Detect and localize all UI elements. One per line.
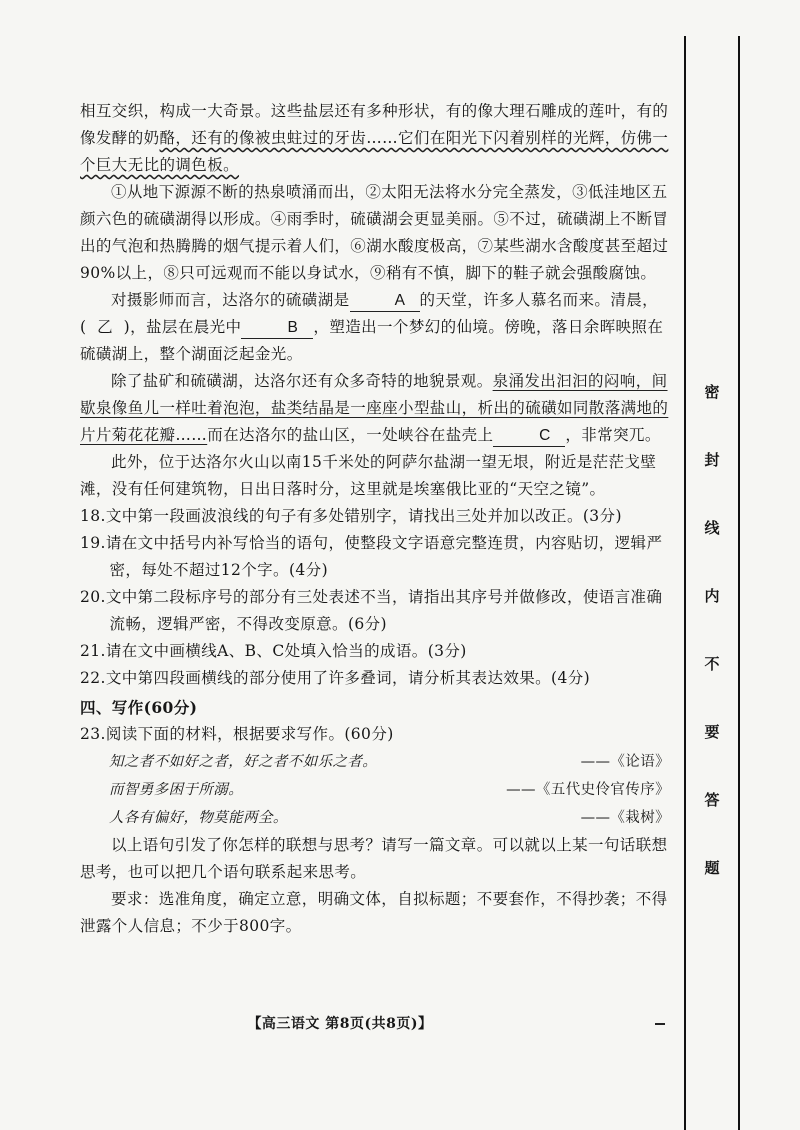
paragraph-4 <box>80 368 670 449</box>
paragraph-4-text-1: 除了盐矿和硫磺湖，达洛尔还有众多奇特的地貌景观。 <box>111 372 493 390</box>
passage-and-questions <box>80 98 670 940</box>
binding-char-4: 内 <box>704 587 720 605</box>
paren-yi: 乙 <box>97 318 114 336</box>
paragraph-3 <box>80 287 670 368</box>
paragraph-3-text-4: ，塑造出一个梦幻的仙境。傍晚，落日余晖映照在硫磺湖上，整个湖面泛起金光。 <box>80 318 664 363</box>
paragraph-5: 此外，位于达洛尔火山以南15千米处的阿萨尔盐湖一望无垠，附近是茫茫戈壁滩，没有任何建筑物，日出日落时分，这里就是埃塞俄比亚的“天空之镜”。 <box>80 453 657 498</box>
paragraph-4-text-3: ，非常突兀。 <box>565 426 661 444</box>
quote-1 <box>80 748 670 776</box>
paragraph-4-underlined: 泉涌发出汩汩的闷响，间歇泉像鱼儿一样吐着泡泡，盐类结晶是一座座小型盐山，析出的硫磺如同散落满地的片片菊花花瓣…… <box>80 372 669 444</box>
paragraph-3-text-3: )，盐层在晨光中 <box>123 318 242 336</box>
paragraph-1-line-1: 相互交织，构成一大奇景。这些盐层还有多种形状，有的像大理石雕成的莲叶，有的像发酵的奶 <box>80 102 669 147</box>
paragraph-1 <box>80 98 670 179</box>
writing-instruction: 以上语句引发了你怎样的联想与思考？请写一篇文章。可以就以上某一句话联想思考，也可以把几个语句联系起来思考。 <box>80 836 668 881</box>
binding-warning <box>686 381 738 878</box>
writing-section-title: 四、写作(60分) <box>80 698 198 717</box>
quote-3-text: 人各有偏好，物莫能两全。 <box>109 810 288 826</box>
blank-b: B <box>241 318 313 339</box>
quote-2 <box>80 776 670 804</box>
paragraph-3-text-2: 的天堂，许多人慕名而来。清晨，( <box>80 291 659 336</box>
question-21: 21.请在文中画横线A、B、C处填入恰当的成语。(3分) <box>80 642 467 660</box>
binding-char-2: 封 <box>704 451 720 469</box>
quote-3-source: ——《栽树》 <box>580 810 670 826</box>
quote-1-source: ——《论语》 <box>580 754 670 770</box>
writing-requirements: 要求：选准角度，确定立意，明确文体，自拟标题；不要套作，不得抄袭；不得泄露个人信息；不少于800字。 <box>80 890 668 935</box>
binding-line-strip <box>684 36 740 1130</box>
question-23: 23.阅读下面的材料，根据要求写作。(60分) <box>80 725 394 743</box>
blank-a: A <box>350 291 420 312</box>
paragraph-3-text-1: 对摄影师而言，达洛尔的硫磺湖是 <box>111 291 350 309</box>
binding-char-1: 密 <box>704 383 720 401</box>
question-20: 20.文中第二段标序号的部分有三处表述不当，请指出其序号并做修改，使语言准确流畅，逻辑严密，不得改变原意。(6分) <box>80 588 663 633</box>
question-19: 19.请在文中括号内补写恰当的语句，使整段文字语意完整连贯，内容贴切，逻辑严密，每处不超过12个字。(4分) <box>80 534 663 579</box>
page-footer: 【高三语文 第8页(共8页)】 <box>247 1016 433 1032</box>
binding-char-5: 不 <box>704 655 720 673</box>
quote-2-source: ——《五代史伶官传序》 <box>506 782 670 798</box>
paragraph-2: ①从地下源源不断的热泉喷涌而出，②太阳无法将水分完全蒸发，③低洼地区五颜六色的硫磺湖得以形成。④雨季时，硫磺湖会更显美丽。⑤不过，硫磺湖上不断冒出的气泡和热腾腾的烟气提示着人们，⑥湖水酸度极高，⑦某些湖水含酸度甚至超过90%以上，⑧只可远观而不能以身试水，⑨稍有不慎，脚下的鞋子就会强酸腐蚀。 <box>80 183 669 282</box>
binding-char-3: 线 <box>704 519 720 537</box>
paragraph-1-wavy-line: 酪，还有的像被虫蛀过的牙齿……它们在阳光下闪着别样的光辉，仿佛一个巨大无比的调色板。 <box>80 129 669 174</box>
binding-char-7: 答 <box>704 791 720 809</box>
binding-char-6: 要 <box>704 723 720 741</box>
question-22: 22.文中第四段画横线的部分使用了许多叠词，请分析其表达效果。(4分) <box>80 669 591 687</box>
question-18: 18.文中第一段画波浪线的句子有多处错别字，请找出三处并加以改正。(3分) <box>80 507 622 525</box>
paragraph-4-text-2: 而在达洛尔的盐山区，一处峡谷在盐壳上 <box>207 426 494 444</box>
binding-char-8: 题 <box>704 859 720 877</box>
quote-1-text: 知之者不如好之者，好之者不如乐之者。 <box>109 754 378 770</box>
quote-2-text: 而智勇多困于所溺。 <box>109 782 244 798</box>
quote-3 <box>80 804 670 832</box>
blank-c: C <box>493 426 565 447</box>
corner-dash-mark <box>655 1023 665 1025</box>
